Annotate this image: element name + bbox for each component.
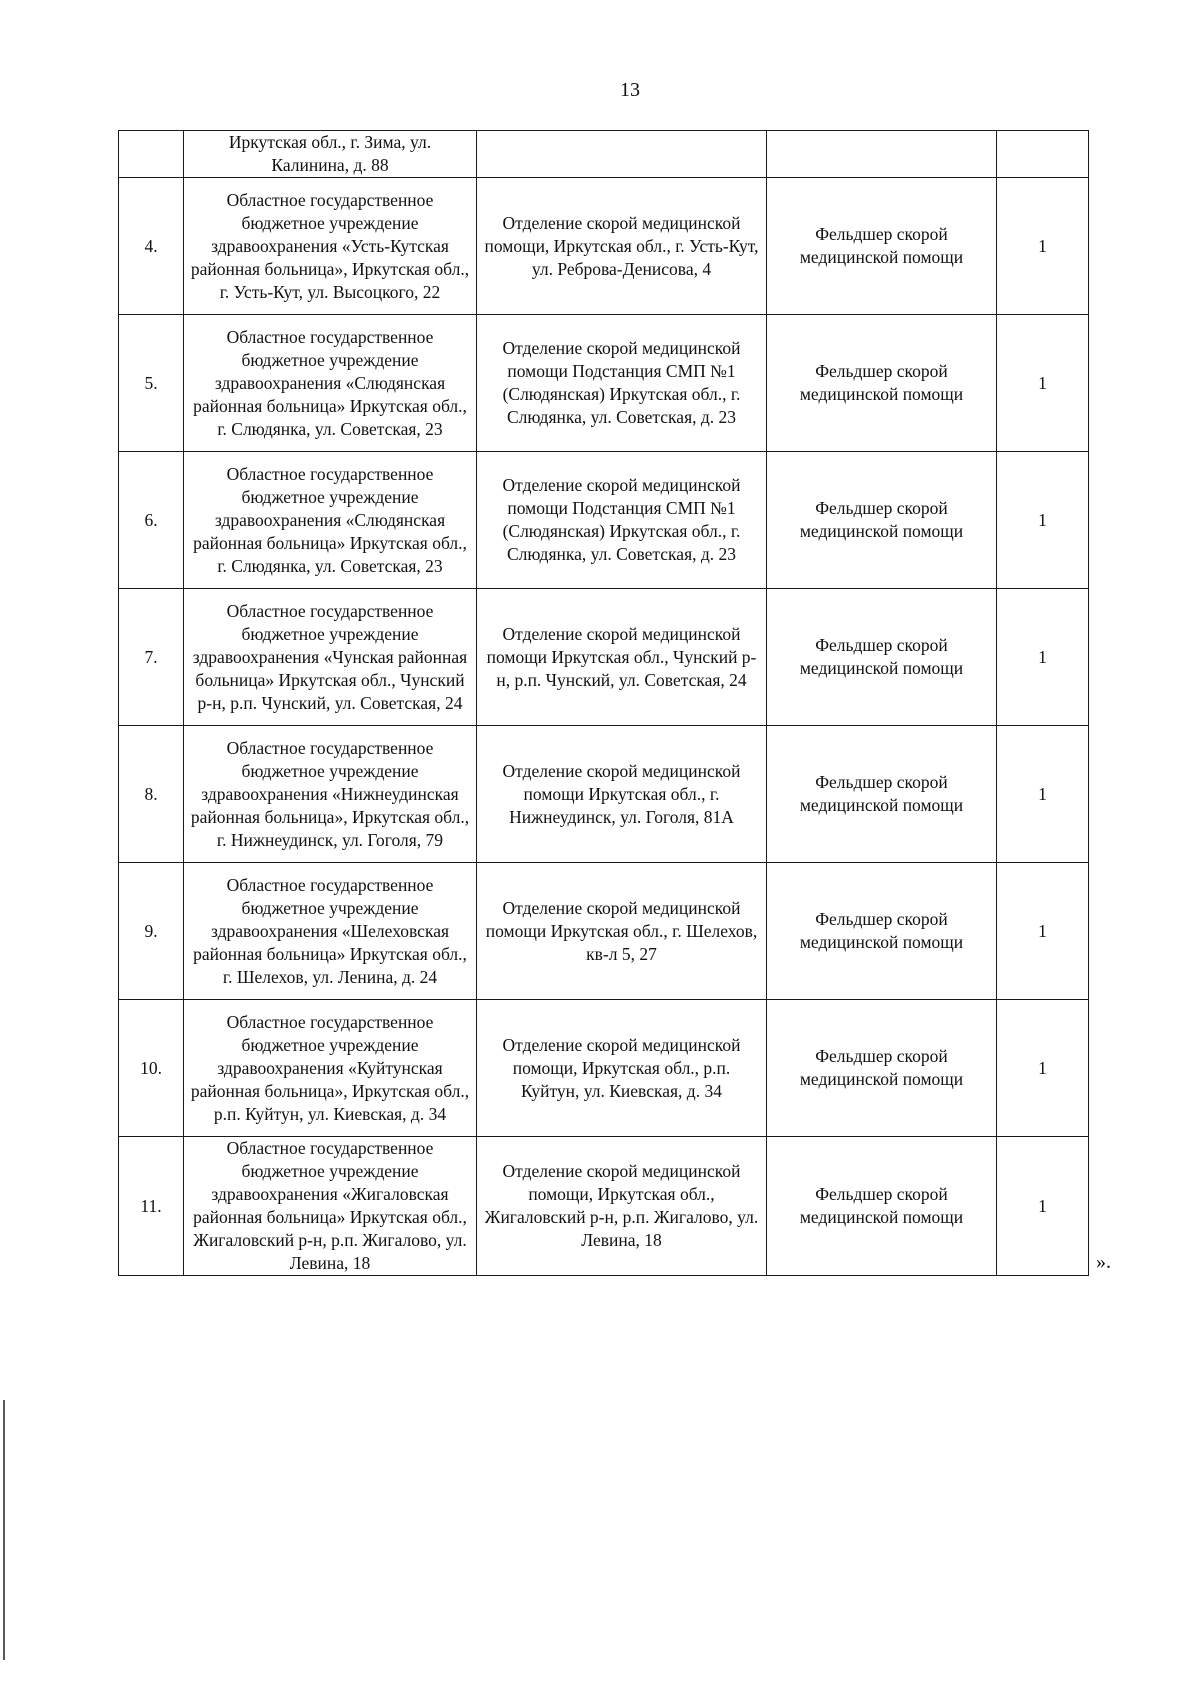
row-number: 9. (119, 863, 184, 1000)
count-cell: 1 (997, 452, 1089, 589)
table-row (119, 452, 1089, 589)
department-cell: Отделение скорой медицинской помощи Иркутская обл., Чунский р-н, р.п. Чунский, ул. Советская, 24 (477, 589, 767, 726)
count-cell: 1 (997, 315, 1089, 452)
table-row (119, 863, 1089, 1000)
table-row (119, 1000, 1089, 1137)
table-row (119, 726, 1089, 863)
count-cell: 1 (997, 863, 1089, 1000)
row-number: 6. (119, 452, 184, 589)
department-cell: Отделение скорой медицинской помощи Иркутская обл., г. Нижнеудинск, ул. Гоголя, 81А (477, 726, 767, 863)
position-cell: Фельдшер скорой медицинской помощи (767, 863, 997, 1000)
organization-cell: Областное государственное бюджетное учреждение здравоохранения «Слюдянская районная больница» Иркутская обл., г. Слюдянка, ул. Советская, 23 (184, 315, 477, 452)
position-cell: Фельдшер скорой медицинской помощи (767, 452, 997, 589)
department-cell: Отделение скорой медицинской помощи Подстанция СМП №1 (Слюдянская) Иркутская обл., г. Слюдянка, ул. Советская, д. 23 (477, 315, 767, 452)
department-cell: Отделение скорой медицинской помощи, Иркутская обл., р.п. Куйтун, ул. Киевская, д. 34 (477, 1000, 767, 1137)
department-cell: Отделение скорой медицинской помощи, Иркутская обл., Жигаловский р-н, р.п. Жигалово, ул. Левина, 18 (477, 1137, 767, 1276)
row-number: 7. (119, 589, 184, 726)
row-number: 4. (119, 178, 184, 315)
count-cell (997, 131, 1089, 178)
position-cell: Фельдшер скорой медицинской помощи (767, 589, 997, 726)
position-cell: Фельдшер скорой медицинской помощи (767, 1000, 997, 1137)
count-cell: 1 (997, 589, 1089, 726)
row-number: 8. (119, 726, 184, 863)
table-row (119, 131, 1089, 178)
position-cell: Фельдшер скорой медицинской помощи (767, 1137, 997, 1276)
department-cell: Отделение скорой медицинской помощи Иркутская обл., г. Шелехов, кв-л 5, 27 (477, 863, 767, 1000)
vacancy-table (118, 130, 1089, 1276)
organization-cell: Областное государственное бюджетное учреждение здравоохранения «Жигаловская районная больница» Иркутская обл., Жигаловский р-н, р.п. Жигалово, ул. Левина, 18 (184, 1137, 477, 1276)
position-cell (767, 131, 997, 178)
count-cell: 1 (997, 178, 1089, 315)
table-row (119, 178, 1089, 315)
row-number: 11. (119, 1137, 184, 1276)
count-cell: 1 (997, 1000, 1089, 1137)
table-row (119, 589, 1089, 726)
position-cell: Фельдшер скорой медицинской помощи (767, 315, 997, 452)
page-number: 13 (620, 79, 640, 101)
organization-cell: Иркутская обл., г. Зима, ул. Калинина, д. 88 (184, 131, 477, 178)
organization-cell: Областное государственное бюджетное учреждение здравоохранения «Шелеховская районная больница» Иркутская обл., г. Шелехов, ул. Ленина, д. 24 (184, 863, 477, 1000)
organization-cell: Областное государственное бюджетное учреждение здравоохранения «Усть-Кутская районная больница», Иркутская обл., г. Усть-Кут, ул. Высоцкого, 22 (184, 178, 477, 315)
row-number: 5. (119, 315, 184, 452)
table-row (119, 315, 1089, 452)
department-cell: Отделение скорой медицинской помощи, Иркутская обл., г. Усть-Кут, ул. Реброва-Денисова, 4 (477, 178, 767, 315)
count-cell: 1 (997, 1137, 1089, 1276)
department-cell (477, 131, 767, 178)
organization-cell: Областное государственное бюджетное учреждение здравоохранения «Куйтунская районная больница», Иркутская обл., р.п. Куйтун, ул. Киевская, д. 34 (184, 1000, 477, 1137)
position-cell: Фельдшер скорой медицинской помощи (767, 726, 997, 863)
table-row (119, 1137, 1089, 1276)
row-number: 10. (119, 1000, 184, 1137)
department-cell: Отделение скорой медицинской помощи Подстанция СМП №1 (Слюдянская) Иркутская обл., г. Слюдянка, ул. Советская, д. 23 (477, 452, 767, 589)
row-number (119, 131, 184, 178)
organization-cell: Областное государственное бюджетное учреждение здравоохранения «Слюдянская районная больница» Иркутская обл., г. Слюдянка, ул. Советская, 23 (184, 452, 477, 589)
position-cell: Фельдшер скорой медицинской помощи (767, 178, 997, 315)
organization-cell: Областное государственное бюджетное учреждение здравоохранения «Нижнеудинская районная больница», Иркутская обл., г. Нижнеудинск, ул. Гоголя, 79 (184, 726, 477, 863)
closing-quote: ». (1096, 1251, 1111, 1273)
organization-cell: Областное государственное бюджетное учреждение здравоохранения «Чунская районная больница» Иркутская обл., Чунский р-н, р.п. Чунский, ул. Советская, 24 (184, 589, 477, 726)
scan-edge-mark (3, 1400, 5, 1660)
count-cell: 1 (997, 726, 1089, 863)
